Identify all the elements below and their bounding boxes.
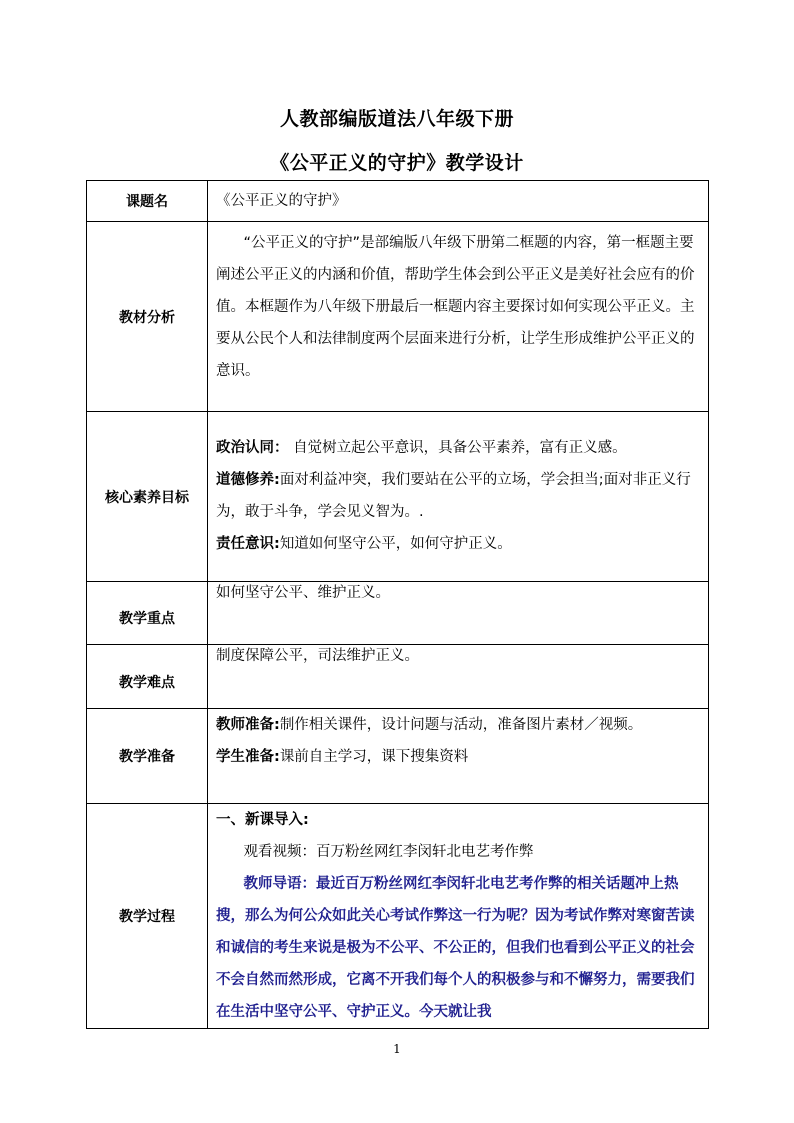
row-difficulty [87, 645, 709, 709]
key-point-label: 教学重点 [87, 582, 208, 645]
teacher-prep-text: 制作相关课件，设计问题与活动，准备图片素材／视频。 [279, 717, 643, 733]
topic-value: 《公平正义的守护》 [208, 181, 709, 222]
row-material [87, 222, 709, 412]
literacy-item-head: 道德修养: [216, 472, 280, 488]
page-number: 1 [393, 1042, 401, 1056]
preparation-cell [208, 709, 709, 804]
row-topic [87, 181, 709, 222]
literacy-item [216, 432, 702, 464]
literacy-item-head: 政治认同： [216, 440, 289, 456]
row-literacy [87, 412, 709, 582]
document-title: 人教部编版道法八年级下册 [279, 108, 514, 130]
teacher-prep-head: 教师准备: [216, 717, 280, 733]
document-subtitle: 《公平正义的守护》教学设计 [270, 152, 524, 174]
material-text: “公平正义的守护”是部编版八年级下册第二框题的内容，第一框题主要阐述公平正义的内涵和价值，帮助学生体会到公平正义是美好社会应有的价值。本框题作为八年级下册最后一框题内容主要探讨如何实现公平正义。主要从公民个人和法律制度两个层面来进行分析，让学生形成维护公平正义的意识。 [216, 235, 695, 379]
row-preparation [87, 709, 709, 804]
process-section-heading: 一、新课导入: [216, 812, 309, 828]
difficulty-text: 制度保障公平，司法维护正义。 [208, 645, 709, 709]
student-prep [216, 741, 702, 773]
process-label: 教学过程 [87, 804, 208, 1029]
row-key-point [87, 582, 709, 645]
student-prep-head: 学生准备: [216, 749, 280, 765]
row-process [87, 804, 709, 1029]
teacher-prep [216, 709, 702, 741]
key-point-text: 如何坚守公平、维护正义。 [208, 582, 709, 645]
material-cell [208, 222, 709, 412]
material-label: 教材分析 [87, 222, 208, 412]
process-video: 观看视频：百万粉丝网红李闵轩北电艺考作弊 [243, 844, 534, 860]
literacy-item-text: 知道如何坚守公平，如何守护正义。 [279, 536, 512, 552]
literacy-item [216, 528, 702, 560]
topic-label: 课题名 [87, 181, 208, 222]
process-guide: 教师导语：最近百万粉丝网红李闵轩北电艺考作弊的相关话题冲上热搜，那么为何公众如此关心考试作弊这一行为呢？因为考试作弊对寒窗苦读和诚信的考生来说是极为不公平、不公正的，但我们也看到公平正义的社会不会自然而然形成，它离不开我们每个人的积极参与和不懈努力，需要我们在生活中坚守公平、守护正义。今天就让我 [216, 876, 695, 1020]
literacy-item [216, 464, 702, 528]
preparation-label: 教学准备 [87, 709, 208, 804]
literacy-item-head: 责任意识: [216, 536, 280, 552]
literacy-item-text: 面对利益冲突，我们要站在公平的立场，学会担当;面对非正义行为，敢于斗争，学会见义智为。. [216, 472, 691, 520]
literacy-cell [208, 412, 709, 582]
process-cell [208, 804, 709, 1029]
difficulty-label: 教学难点 [87, 645, 208, 709]
literacy-item-text: 自觉树立起公平意识，具备公平素养，富有正义感。 [288, 440, 627, 456]
literacy-label: 核心素养目标 [87, 412, 208, 582]
student-prep-text: 课前自主学习，课下搜集资料 [279, 749, 469, 765]
lesson-plan-table [86, 180, 709, 1029]
